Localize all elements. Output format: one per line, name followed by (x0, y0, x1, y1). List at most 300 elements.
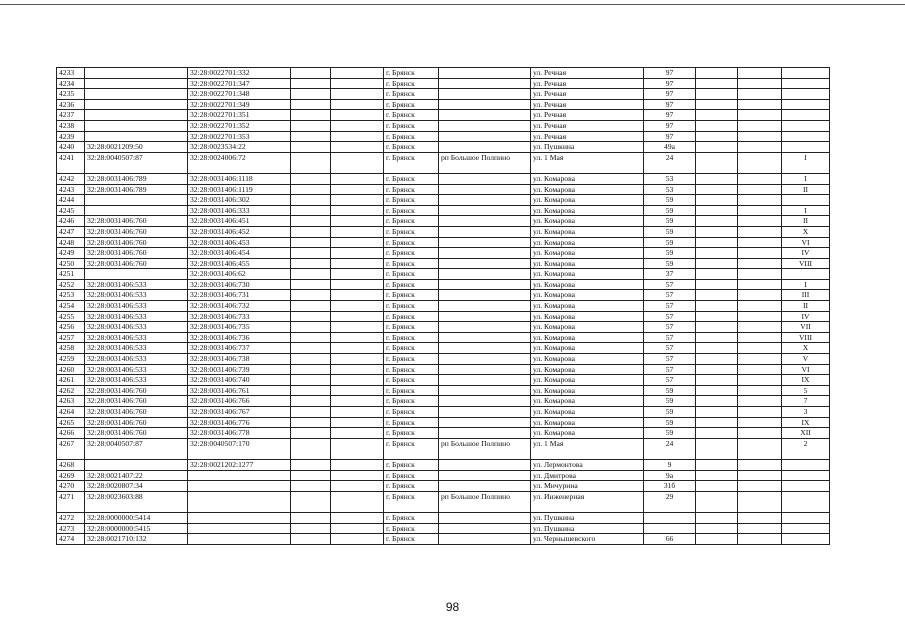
cell-house: 57 (644, 290, 696, 301)
cell-parcel-number (85, 89, 188, 100)
cell-row-number: 4270 (57, 481, 85, 492)
cell-parcel-number: 32:28:0031406:533 (85, 322, 188, 333)
cell-blank-4 (738, 470, 782, 481)
cell-parcel-number: 32:28:0031406:533 (85, 311, 188, 322)
cell-object-number: 32:28:0031406:455 (188, 258, 291, 269)
cell-settlement: рп Большое Полпино (439, 491, 531, 512)
cell-house (644, 512, 696, 523)
cell-blank-1 (291, 396, 331, 407)
cell-blank-3 (696, 237, 738, 248)
cell-row-number: 4253 (57, 290, 85, 301)
cell-blank-3 (696, 332, 738, 343)
cell-street: ул. Комарова (531, 216, 644, 227)
cell-unit: III (782, 290, 830, 301)
cell-city: г. Брянск (384, 258, 439, 269)
cell-row-number: 4267 (57, 438, 85, 459)
cell-object-number: 32:28:0031406:736 (188, 332, 291, 343)
cell-blank-1 (291, 438, 331, 459)
cell-city: г. Брянск (384, 195, 439, 206)
cell-blank-3 (696, 343, 738, 354)
cell-blank-1 (291, 407, 331, 418)
table-row (57, 279, 830, 290)
cell-blank-1 (291, 131, 331, 142)
cell-street: ул. Комарова (531, 375, 644, 386)
cell-blank-3 (696, 78, 738, 89)
table-row (57, 68, 830, 79)
cell-blank-1 (291, 459, 331, 470)
cell-object-number: 32:28:0031406:1118 (188, 173, 291, 184)
cell-unit: V (782, 354, 830, 365)
cell-blank-3 (696, 512, 738, 523)
cell-street: ул. Речная (531, 68, 644, 79)
cell-parcel-number: 32:28:0031406:789 (85, 184, 188, 195)
cell-unit: IX (782, 375, 830, 386)
cell-blank-2 (331, 89, 384, 100)
cell-city: г. Брянск (384, 248, 439, 259)
cell-object-number: 32:28:0022701:347 (188, 78, 291, 89)
cell-blank-2 (331, 332, 384, 343)
cell-settlement (439, 428, 531, 439)
cell-parcel-number (85, 78, 188, 89)
cell-settlement (439, 512, 531, 523)
cell-settlement (439, 226, 531, 237)
cell-parcel-number: 32:28:0020807:34 (85, 481, 188, 492)
cell-parcel-number: 32:28:0031406:760 (85, 417, 188, 428)
cell-house: 59 (644, 258, 696, 269)
cell-street: ул. Пушкина (531, 523, 644, 534)
cell-row-number: 4240 (57, 142, 85, 153)
cell-settlement (439, 301, 531, 312)
cell-parcel-number (85, 269, 188, 280)
cell-city: г. Брянск (384, 481, 439, 492)
cell-unit: VI (782, 237, 830, 248)
cell-blank-1 (291, 173, 331, 184)
table-row (57, 301, 830, 312)
cell-blank-1 (291, 290, 331, 301)
cell-house (644, 523, 696, 534)
cell-settlement (439, 385, 531, 396)
cell-street: ул. Речная (531, 78, 644, 89)
cell-parcel-number: 32:28:0031406:760 (85, 237, 188, 248)
cell-row-number: 4263 (57, 396, 85, 407)
cell-blank-4 (738, 311, 782, 322)
cell-blank-2 (331, 173, 384, 184)
cell-street: ул. Дмитрова (531, 470, 644, 481)
cell-settlement (439, 459, 531, 470)
cell-parcel-number: 32:28:0031406:533 (85, 364, 188, 375)
cell-blank-4 (738, 523, 782, 534)
cell-blank-4 (738, 99, 782, 110)
cell-row-number: 4235 (57, 89, 85, 100)
cell-blank-1 (291, 205, 331, 216)
cell-city: г. Брянск (384, 89, 439, 100)
cell-blank-1 (291, 385, 331, 396)
cell-blank-1 (291, 99, 331, 110)
cell-blank-2 (331, 417, 384, 428)
cell-parcel-number (85, 131, 188, 142)
cell-blank-1 (291, 523, 331, 534)
cell-unit (782, 269, 830, 280)
cell-blank-4 (738, 428, 782, 439)
cell-settlement (439, 523, 531, 534)
cell-unit: VII (782, 322, 830, 333)
cell-row-number: 4245 (57, 205, 85, 216)
cell-city: г. Брянск (384, 523, 439, 534)
cell-blank-3 (696, 491, 738, 512)
cell-blank-2 (331, 205, 384, 216)
cell-blank-1 (291, 195, 331, 206)
cell-city: г. Брянск (384, 301, 439, 312)
cell-city: г. Брянск (384, 322, 439, 333)
cell-row-number: 4271 (57, 491, 85, 512)
cell-blank-2 (331, 78, 384, 89)
cell-blank-1 (291, 343, 331, 354)
cell-house: 59 (644, 417, 696, 428)
cell-row-number: 4238 (57, 120, 85, 131)
cell-house: 57 (644, 343, 696, 354)
registry-table (56, 67, 830, 545)
table-row (57, 396, 830, 407)
cell-house: 53 (644, 184, 696, 195)
cell-row-number: 4266 (57, 428, 85, 439)
cell-settlement (439, 89, 531, 100)
table-row (57, 99, 830, 110)
cell-object-number: 32:28:0022701:332 (188, 68, 291, 79)
cell-object-number (188, 534, 291, 545)
cell-parcel-number (85, 68, 188, 79)
table-row (57, 184, 830, 195)
cell-city: г. Брянск (384, 237, 439, 248)
table-row (57, 78, 830, 89)
cell-blank-2 (331, 343, 384, 354)
cell-settlement (439, 99, 531, 110)
cell-settlement (439, 131, 531, 142)
cell-row-number: 4249 (57, 248, 85, 259)
cell-blank-2 (331, 68, 384, 79)
cell-house: 59 (644, 248, 696, 259)
cell-blank-4 (738, 258, 782, 269)
cell-unit: 7 (782, 396, 830, 407)
cell-street: ул. 1 Мая (531, 152, 644, 173)
cell-blank-3 (696, 534, 738, 545)
cell-object-number: 32:28:0031406:454 (188, 248, 291, 259)
cell-blank-1 (291, 110, 331, 121)
cell-unit (782, 481, 830, 492)
cell-blank-2 (331, 226, 384, 237)
cell-parcel-number: 32:28:0031406:760 (85, 428, 188, 439)
cell-blank-1 (291, 470, 331, 481)
cell-blank-4 (738, 184, 782, 195)
cell-parcel-number: 32:28:0031406:533 (85, 354, 188, 365)
cell-unit (782, 459, 830, 470)
cell-city: г. Брянск (384, 205, 439, 216)
cell-object-number (188, 491, 291, 512)
cell-blank-2 (331, 322, 384, 333)
cell-blank-1 (291, 237, 331, 248)
table-row (57, 332, 830, 343)
cell-unit: X (782, 343, 830, 354)
cell-blank-4 (738, 226, 782, 237)
cell-blank-2 (331, 184, 384, 195)
cell-settlement (439, 322, 531, 333)
cell-settlement (439, 68, 531, 79)
cell-blank-2 (331, 311, 384, 322)
cell-parcel-number: 32:28:0031406:533 (85, 301, 188, 312)
cell-object-number: 32:28:0031406:730 (188, 279, 291, 290)
cell-object-number: 32:28:0040507:170 (188, 438, 291, 459)
cell-row-number: 4255 (57, 311, 85, 322)
cell-blank-4 (738, 279, 782, 290)
cell-blank-4 (738, 385, 782, 396)
cell-city: г. Брянск (384, 120, 439, 131)
cell-blank-3 (696, 290, 738, 301)
cell-settlement (439, 470, 531, 481)
cell-row-number: 4272 (57, 512, 85, 523)
cell-row-number: 4243 (57, 184, 85, 195)
cell-unit (782, 110, 830, 121)
cell-object-number (188, 512, 291, 523)
cell-blank-3 (696, 131, 738, 142)
cell-blank-4 (738, 364, 782, 375)
cell-settlement (439, 417, 531, 428)
cell-house: 59 (644, 195, 696, 206)
cell-blank-2 (331, 301, 384, 312)
cell-blank-4 (738, 205, 782, 216)
cell-city: г. Брянск (384, 491, 439, 512)
cell-street: ул. Речная (531, 99, 644, 110)
cell-parcel-number: 32:28:0031406:760 (85, 258, 188, 269)
cell-object-number: 32:28:0031406:732 (188, 301, 291, 312)
cell-blank-4 (738, 375, 782, 386)
cell-blank-1 (291, 375, 331, 386)
cell-parcel-number: 32:28:0031406:760 (85, 226, 188, 237)
cell-city: г. Брянск (384, 110, 439, 121)
cell-settlement (439, 290, 531, 301)
cell-settlement (439, 354, 531, 365)
cell-house: 59 (644, 407, 696, 418)
cell-object-number: 32:28:0031406:767 (188, 407, 291, 418)
cell-unit (782, 142, 830, 153)
cell-city: г. Брянск (384, 269, 439, 280)
cell-row-number: 4241 (57, 152, 85, 173)
cell-settlement (439, 481, 531, 492)
cell-blank-4 (738, 343, 782, 354)
cell-object-number: 32:28:0031406:737 (188, 343, 291, 354)
cell-object-number: 32:28:0031406:451 (188, 216, 291, 227)
cell-unit (782, 195, 830, 206)
cell-blank-3 (696, 216, 738, 227)
cell-blank-2 (331, 258, 384, 269)
cell-unit: I (782, 279, 830, 290)
cell-parcel-number: 32:28:0040507:87 (85, 152, 188, 173)
cell-object-number: 32:28:0031406:302 (188, 195, 291, 206)
cell-object-number: 32:28:0031406:1119 (188, 184, 291, 195)
cell-city: г. Брянск (384, 332, 439, 343)
cell-house: 59 (644, 385, 696, 396)
cell-object-number: 32:28:0024006:72 (188, 152, 291, 173)
cell-city: г. Брянск (384, 311, 439, 322)
cell-blank-1 (291, 301, 331, 312)
cell-parcel-number: 32:28:0023603:88 (85, 491, 188, 512)
cell-parcel-number: 32:28:0031406:533 (85, 279, 188, 290)
table-row (57, 385, 830, 396)
cell-street: ул. Комарова (531, 396, 644, 407)
cell-city: г. Брянск (384, 364, 439, 375)
cell-blank-1 (291, 269, 331, 280)
table-row (57, 364, 830, 375)
cell-row-number: 4250 (57, 258, 85, 269)
cell-street: ул. Комарова (531, 322, 644, 333)
cell-object-number: 32:28:0031406:62 (188, 269, 291, 280)
cell-unit: IX (782, 417, 830, 428)
cell-object-number: 32:28:0031406:733 (188, 311, 291, 322)
cell-house: 66 (644, 534, 696, 545)
cell-city: г. Брянск (384, 78, 439, 89)
cell-house: 97 (644, 131, 696, 142)
table-row (57, 459, 830, 470)
cell-unit (782, 78, 830, 89)
cell-settlement (439, 184, 531, 195)
cell-unit: X (782, 226, 830, 237)
cell-row-number: 4251 (57, 269, 85, 280)
cell-row-number: 4259 (57, 354, 85, 365)
cell-unit: I (782, 205, 830, 216)
cell-city: г. Брянск (384, 68, 439, 79)
cell-row-number: 4247 (57, 226, 85, 237)
cell-settlement (439, 142, 531, 153)
cell-house: 97 (644, 99, 696, 110)
cell-blank-3 (696, 110, 738, 121)
cell-settlement (439, 311, 531, 322)
cell-house: 57 (644, 375, 696, 386)
cell-object-number: 32:28:0031406:333 (188, 205, 291, 216)
cell-object-number: 32:28:0031406:761 (188, 385, 291, 396)
cell-blank-1 (291, 152, 331, 173)
cell-parcel-number (85, 459, 188, 470)
cell-house: 49а (644, 142, 696, 153)
cell-blank-3 (696, 184, 738, 195)
cell-blank-2 (331, 438, 384, 459)
cell-house: 9 (644, 459, 696, 470)
table-row (57, 512, 830, 523)
cell-blank-4 (738, 78, 782, 89)
cell-blank-2 (331, 237, 384, 248)
cell-city: г. Брянск (384, 417, 439, 428)
cell-house: 97 (644, 89, 696, 100)
cell-city: г. Брянск (384, 184, 439, 195)
cell-parcel-number: 32:28:0000000:5414 (85, 512, 188, 523)
cell-parcel-number: 32:28:0031406:760 (85, 216, 188, 227)
cell-parcel-number: 32:28:0031406:760 (85, 407, 188, 418)
cell-blank-4 (738, 110, 782, 121)
cell-settlement (439, 407, 531, 418)
table-row (57, 407, 830, 418)
cell-blank-2 (331, 396, 384, 407)
cell-unit: II (782, 216, 830, 227)
cell-house: 59 (644, 216, 696, 227)
cell-settlement (439, 237, 531, 248)
cell-city: г. Брянск (384, 226, 439, 237)
cell-blank-2 (331, 385, 384, 396)
table-row (57, 173, 830, 184)
cell-blank-4 (738, 322, 782, 333)
cell-blank-2 (331, 142, 384, 153)
cell-object-number: 32:28:0031406:738 (188, 354, 291, 365)
cell-blank-3 (696, 195, 738, 206)
cell-blank-4 (738, 68, 782, 79)
cell-unit: VIII (782, 332, 830, 343)
cell-blank-1 (291, 417, 331, 428)
cell-blank-1 (291, 322, 331, 333)
cell-row-number: 4268 (57, 459, 85, 470)
cell-row-number: 4239 (57, 131, 85, 142)
cell-settlement (439, 364, 531, 375)
cell-street: ул. Комарова (531, 301, 644, 312)
cell-blank-3 (696, 226, 738, 237)
cell-street: ул. Комарова (531, 332, 644, 343)
cell-parcel-number (85, 205, 188, 216)
cell-blank-2 (331, 195, 384, 206)
cell-blank-2 (331, 534, 384, 545)
cell-object-number: 32:28:0022701:352 (188, 120, 291, 131)
table-row (57, 110, 830, 121)
cell-parcel-number: 32:28:0031406:789 (85, 173, 188, 184)
cell-settlement (439, 343, 531, 354)
cell-blank-2 (331, 120, 384, 131)
cell-blank-4 (738, 354, 782, 365)
cell-row-number: 4269 (57, 470, 85, 481)
cell-settlement (439, 248, 531, 259)
cell-city: г. Брянск (384, 428, 439, 439)
cell-settlement (439, 534, 531, 545)
cell-blank-1 (291, 142, 331, 153)
cell-settlement (439, 396, 531, 407)
cell-settlement (439, 205, 531, 216)
cell-street: ул. Комарова (531, 407, 644, 418)
table-row (57, 481, 830, 492)
cell-blank-3 (696, 152, 738, 173)
cell-parcel-number (85, 120, 188, 131)
cell-blank-1 (291, 89, 331, 100)
cell-city: г. Брянск (384, 396, 439, 407)
cell-street: ул. Комарова (531, 279, 644, 290)
cell-blank-3 (696, 417, 738, 428)
cell-blank-1 (291, 512, 331, 523)
cell-blank-4 (738, 534, 782, 545)
cell-street: ул. Чернышевского (531, 534, 644, 545)
cell-unit: VIII (782, 258, 830, 269)
cell-row-number: 4248 (57, 237, 85, 248)
cell-blank-3 (696, 205, 738, 216)
cell-street: ул. Комарова (531, 205, 644, 216)
table-body (57, 68, 830, 545)
cell-city: г. Брянск (384, 354, 439, 365)
cell-street: ул. Комарова (531, 237, 644, 248)
cell-street: ул. Комарова (531, 269, 644, 280)
cell-settlement (439, 195, 531, 206)
cell-city: г. Брянск (384, 173, 439, 184)
cell-blank-2 (331, 470, 384, 481)
cell-street: ул. Комарова (531, 195, 644, 206)
cell-blank-3 (696, 311, 738, 322)
cell-row-number: 4265 (57, 417, 85, 428)
cell-unit (782, 512, 830, 523)
cell-settlement (439, 110, 531, 121)
cell-unit: II (782, 184, 830, 195)
cell-blank-2 (331, 459, 384, 470)
table-row (57, 248, 830, 259)
cell-street: ул. Комарова (531, 343, 644, 354)
